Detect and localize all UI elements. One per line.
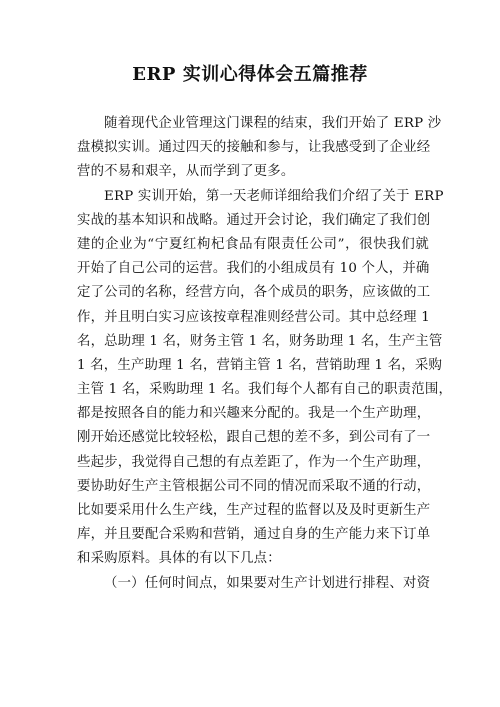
text-line: 盘模拟实训。通过四天的接触和参与，让我感受到了企业经 bbox=[77, 140, 431, 156]
text-line: 实战的基本知识和战略。通过开会讨论，我们确定了我们创 bbox=[77, 212, 431, 228]
text-line: 1 名，生产助理 1 名，营销主管 1 名，营销助理 1 名，采购 bbox=[77, 357, 443, 373]
document-body bbox=[77, 112, 453, 596]
text-line: 主管 1 名，采购助理 1 名。我们每个人都有自己的职责范围， bbox=[77, 382, 453, 398]
text-line: 随着现代企业管理这门课程的结束，我们开始了 ERP 沙 bbox=[104, 116, 442, 131]
text-line: 和采购原料。具体的有以下几点： bbox=[77, 551, 281, 567]
text-line: 些起步，我觉得自己想的有点差距了，作为一个生产助理， bbox=[77, 454, 431, 470]
text-line: 要协助好生产主管根据公司不同的情况而采取不通的行动， bbox=[77, 478, 431, 494]
text-line: （一）任何时间点，如果要对生产计划进行排程、对资 bbox=[104, 575, 431, 591]
text-line: 开始了自己公司的运营。我们的小组成员有 10 个人，并确 bbox=[77, 261, 430, 277]
text-line: 比如要采用什么生产线，生产过程的监督以及及时更新生产 bbox=[77, 503, 431, 518]
text-line: 营的不易和艰辛，从而学到了更多。 bbox=[77, 164, 295, 180]
text-line: 建的企业为“宁夏红枸杞食品有限责任公司”，很快我们就 bbox=[77, 236, 429, 252]
text-line: 定了公司的名称，经营方向，各个成员的职务，应该做的工 bbox=[77, 285, 431, 301]
text-line: 刚开始还感觉比较轻松，跟自己想的差不多，到公司有了一 bbox=[77, 430, 431, 446]
text-line: ERP 实训开始，第一天老师详细给我们介绍了关于 ERP bbox=[104, 188, 444, 204]
text-line: 都是按照各自的能力和兴趣来分配的。我是一个生产助理， bbox=[77, 406, 431, 422]
text-line: 作，并且明白实习应该按章程准则经营公司。其中总经理 1 bbox=[77, 309, 430, 325]
text-line: 库，并且要配合采购和营销，通过自身的生产能力来下订单 bbox=[77, 527, 431, 543]
document-title: ERP 实训心得体会五篇推荐 bbox=[132, 64, 368, 85]
text-line: 名，总助理 1 名，财务主管 1 名，财务助理 1 名，生产主管 bbox=[77, 333, 443, 349]
